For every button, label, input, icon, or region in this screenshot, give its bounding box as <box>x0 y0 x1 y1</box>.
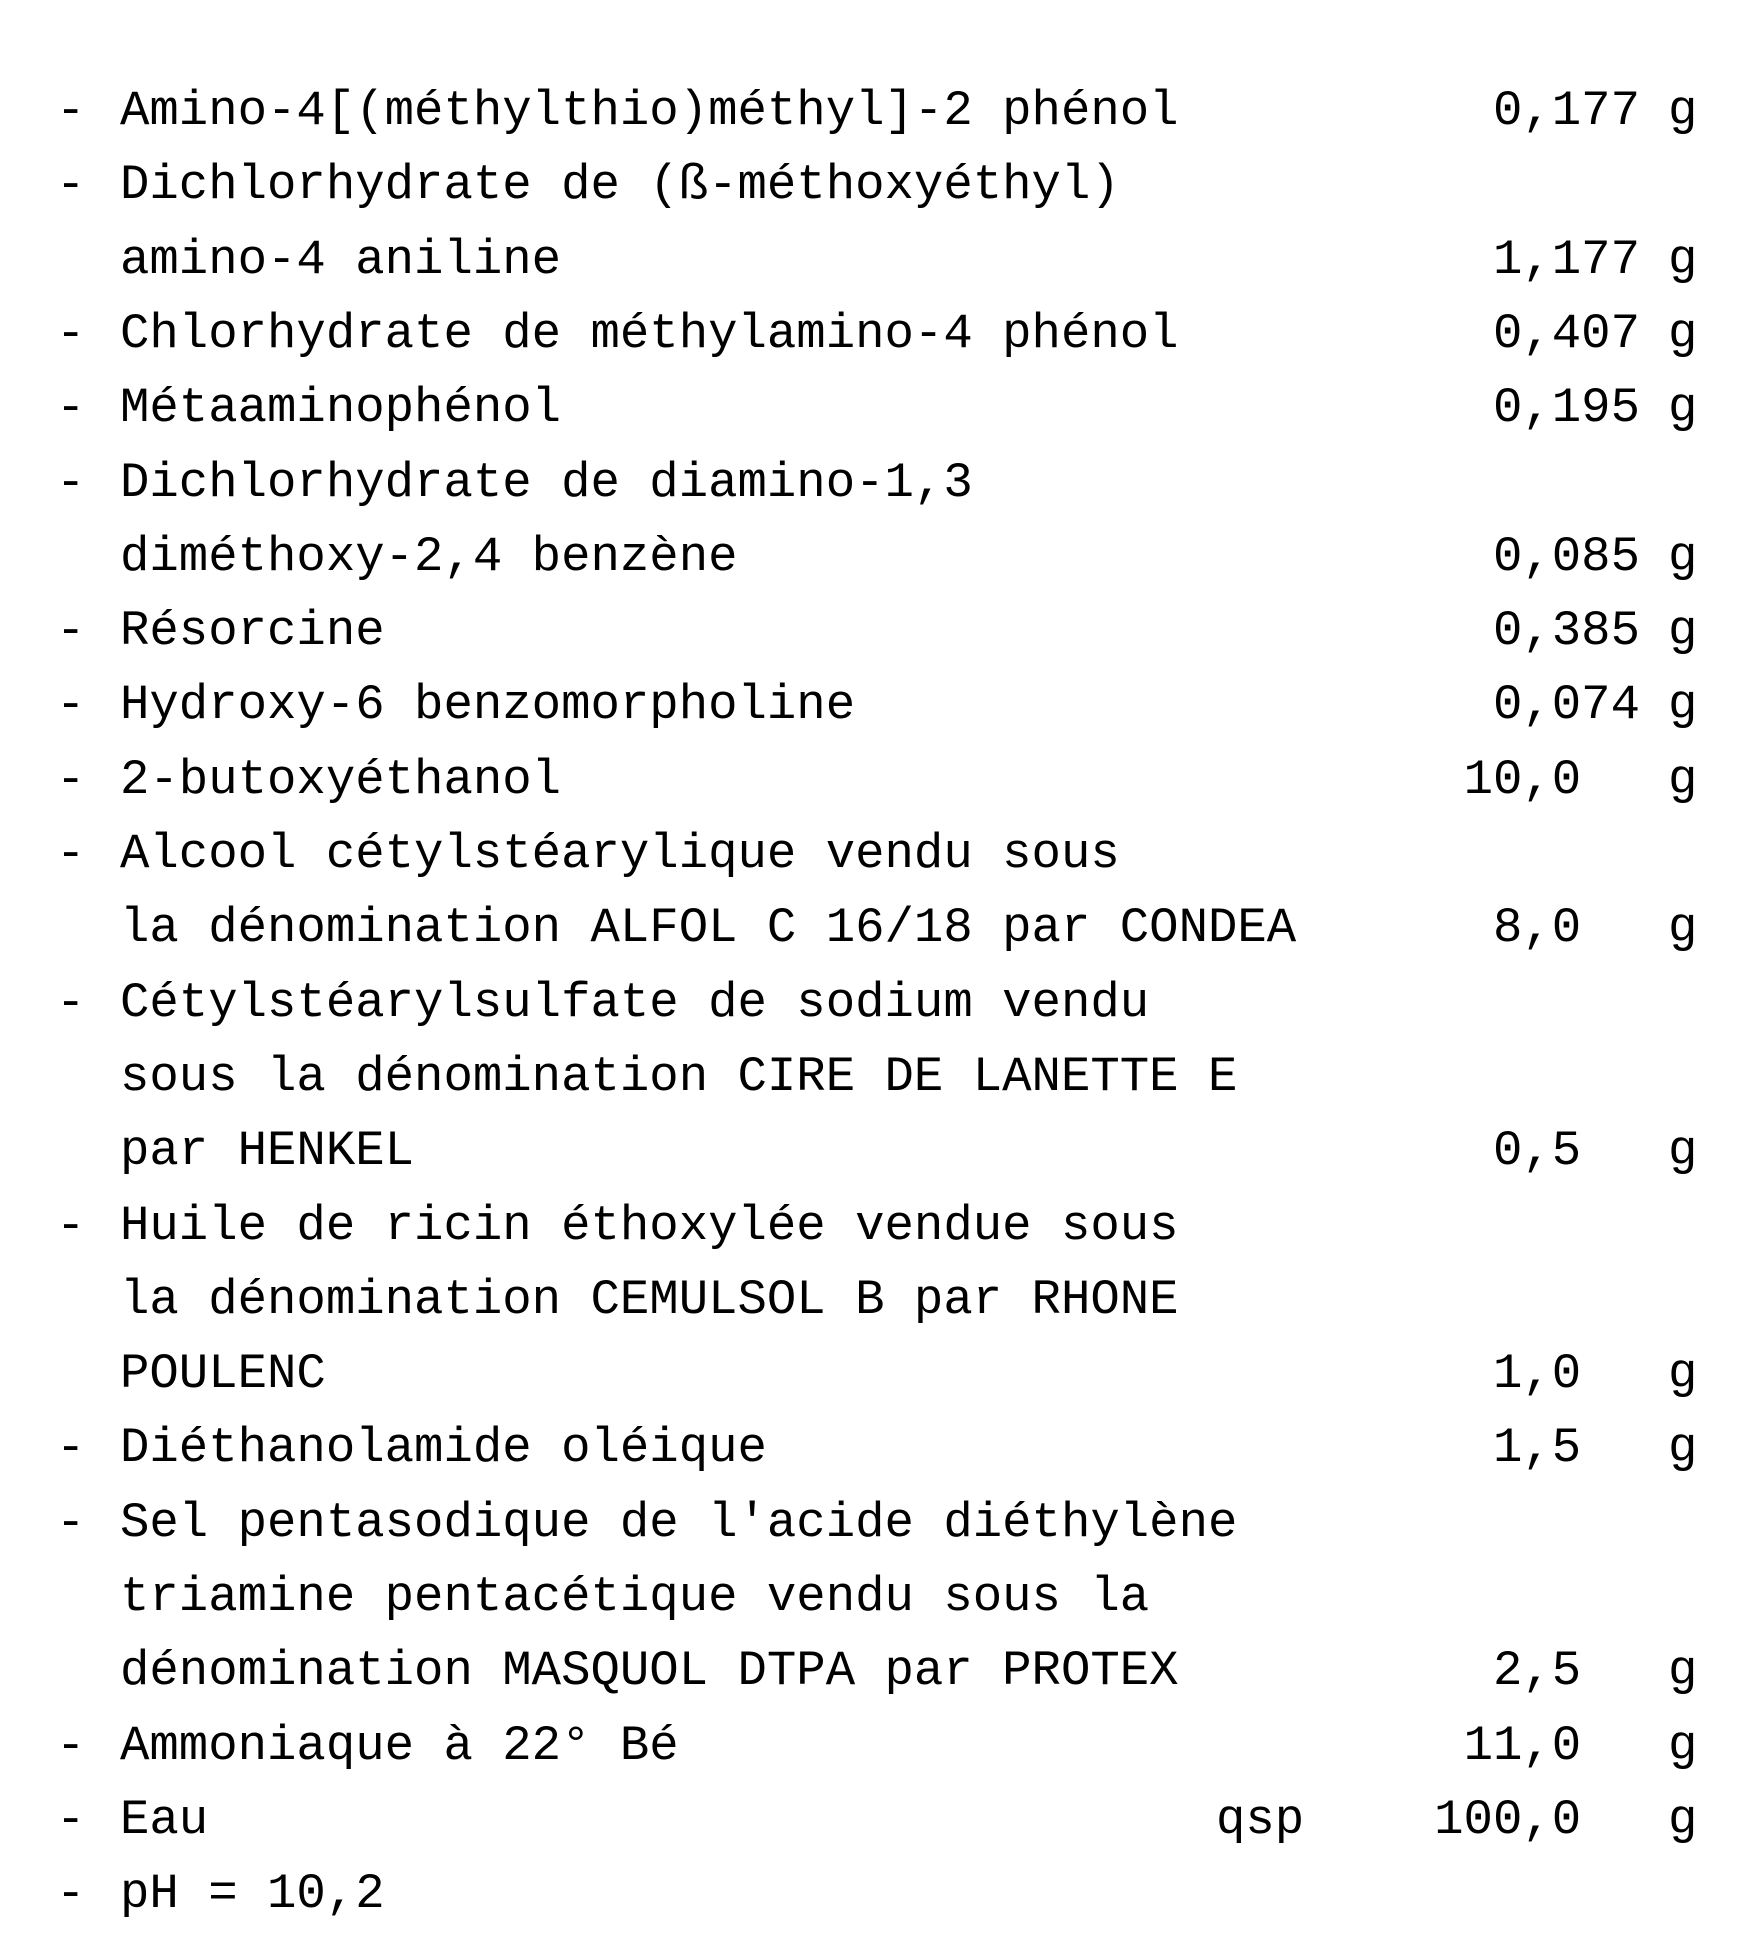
unit-label: g <box>1668 1420 1698 1476</box>
quantity-value: 0,085 <box>1492 529 1640 585</box>
bullet-dash: - <box>56 1718 86 1774</box>
ingredient-label: Ammoniaque à 22° Bé <box>120 1718 679 1774</box>
unit-label: g <box>1668 306 1698 362</box>
quantity-value: 0,177 <box>1492 83 1640 139</box>
quantity-value: 0,074 <box>1492 677 1640 733</box>
quantity-value: 8,0 <box>1492 900 1640 956</box>
unit-label: g <box>1668 380 1698 436</box>
ingredient-label: pH = 10,2 <box>120 1866 385 1922</box>
ingredient-label: Dichlorhydrate de diamino-1,3 <box>120 455 973 511</box>
unit-label: g <box>1668 900 1698 956</box>
ingredient-line <box>0 966 1751 1040</box>
ingredient-line <box>0 594 1751 668</box>
unit-label: g <box>1668 1123 1698 1179</box>
ingredient-label: sous la dénomination CIRE DE LANETTE E <box>120 1049 1238 1105</box>
ingredient-label: POULENC <box>120 1346 326 1402</box>
ingredient-label: par HENKEL <box>120 1123 415 1179</box>
ingredient-line <box>0 743 1751 817</box>
ingredient-line <box>0 1783 1751 1857</box>
ingredient-label: Résorcine <box>120 603 385 659</box>
ingredient-label: dénomination MASQUOL DTPA par PROTEX <box>120 1643 1179 1699</box>
ingredient-line <box>0 520 1751 594</box>
bullet-dash: - <box>56 975 86 1031</box>
ingredient-line <box>0 1411 1751 1485</box>
bullet-dash: - <box>56 1420 86 1476</box>
ingredient-line <box>0 891 1751 965</box>
ingredient-line <box>0 1114 1751 1188</box>
ingredient-label: Huile de ricin éthoxylée vendue sous <box>120 1198 1179 1254</box>
quantity-value: 0,385 <box>1492 603 1640 659</box>
ingredient-line <box>0 817 1751 891</box>
unit-label: g <box>1668 1346 1698 1402</box>
ingredient-label: la dénomination ALFOL C 16/18 par CONDEA <box>120 900 1297 956</box>
ingredient-line <box>0 74 1751 148</box>
unit-label: g <box>1668 1643 1698 1699</box>
ingredient-label: la dénomination CEMULSOL B par RHONE <box>120 1272 1179 1328</box>
ingredient-label: Amino-4[(méthylthio)méthyl]-2 phénol <box>120 83 1179 139</box>
ingredient-line <box>0 1040 1751 1114</box>
bullet-dash: - <box>56 826 86 882</box>
quantity-value: 0,407 <box>1492 306 1640 362</box>
bullet-dash: - <box>56 1866 86 1922</box>
ingredient-line <box>0 1634 1751 1708</box>
ingredient-label: Alcool cétylstéarylique vendu sous <box>120 826 1120 882</box>
quantity-value: 10,0 <box>1463 752 1640 808</box>
ingredient-line <box>0 297 1751 371</box>
ingredient-label: Chlorhydrate de méthylamino-4 phénol <box>120 306 1179 362</box>
ingredient-label: 2-butoxyéthanol <box>120 752 562 808</box>
unit-label: g <box>1668 529 1698 585</box>
unit-label: g <box>1668 1792 1698 1848</box>
ingredient-line <box>0 148 1751 222</box>
ingredient-line <box>0 1189 1751 1263</box>
ingredient-label: Cétylstéarylsulfate de sodium vendu <box>120 975 1150 1031</box>
ingredient-line <box>0 223 1751 297</box>
quantity-value: 1,0 <box>1492 1346 1640 1402</box>
ingredient-line <box>0 1486 1751 1560</box>
quantity-value: 0,195 <box>1492 380 1640 436</box>
ingredient-line <box>0 446 1751 520</box>
ingredient-label: Sel pentasodique de l'acide diéthylène <box>120 1495 1238 1551</box>
unit-label: g <box>1668 677 1698 733</box>
ingredient-line <box>0 371 1751 445</box>
ingredient-label: Métaaminophénol <box>120 380 562 436</box>
ingredient-label: triamine pentacétique vendu sous la <box>120 1569 1150 1625</box>
bullet-dash: - <box>56 1792 86 1848</box>
bullet-dash: - <box>56 1198 86 1254</box>
unit-label: g <box>1668 232 1698 288</box>
quantity-value: 11,0 <box>1463 1718 1640 1774</box>
ingredient-line <box>0 1263 1751 1337</box>
ingredient-label: diméthoxy-2,4 benzène <box>120 529 738 585</box>
unit-label: g <box>1668 1718 1698 1774</box>
ingredient-line <box>0 1857 1751 1931</box>
ingredient-line <box>0 1560 1751 1634</box>
ingredient-label: Diéthanolamide oléique <box>120 1420 767 1476</box>
bullet-dash: - <box>56 157 86 213</box>
ingredient-label: Hydroxy-6 benzomorpholine <box>120 677 856 733</box>
ingredient-line <box>0 1709 1751 1783</box>
quantity-value: 0,5 <box>1492 1123 1640 1179</box>
quantity-value: 1,177 <box>1492 232 1640 288</box>
bullet-dash: - <box>56 1495 86 1551</box>
bullet-dash: - <box>56 83 86 139</box>
quantity-value: 1,5 <box>1492 1420 1640 1476</box>
ingredient-label: amino-4 aniline <box>120 232 562 288</box>
qsp-label: qsp <box>1216 1792 1305 1848</box>
ingredient-label: Dichlorhydrate de (ß-méthoxyéthyl) <box>120 157 1120 213</box>
bullet-dash: - <box>56 603 86 659</box>
ingredient-label: Eau <box>120 1792 209 1848</box>
unit-label: g <box>1668 83 1698 139</box>
quantity-value: 100,0 <box>1434 1792 1640 1848</box>
bullet-dash: - <box>56 455 86 511</box>
ingredient-line <box>0 1337 1751 1411</box>
ingredient-line <box>0 668 1751 742</box>
unit-label: g <box>1668 603 1698 659</box>
bullet-dash: - <box>56 677 86 733</box>
quantity-value: 2,5 <box>1492 1643 1640 1699</box>
bullet-dash: - <box>56 306 86 362</box>
bullet-dash: - <box>56 752 86 808</box>
bullet-dash: - <box>56 380 86 436</box>
unit-label: g <box>1668 752 1698 808</box>
